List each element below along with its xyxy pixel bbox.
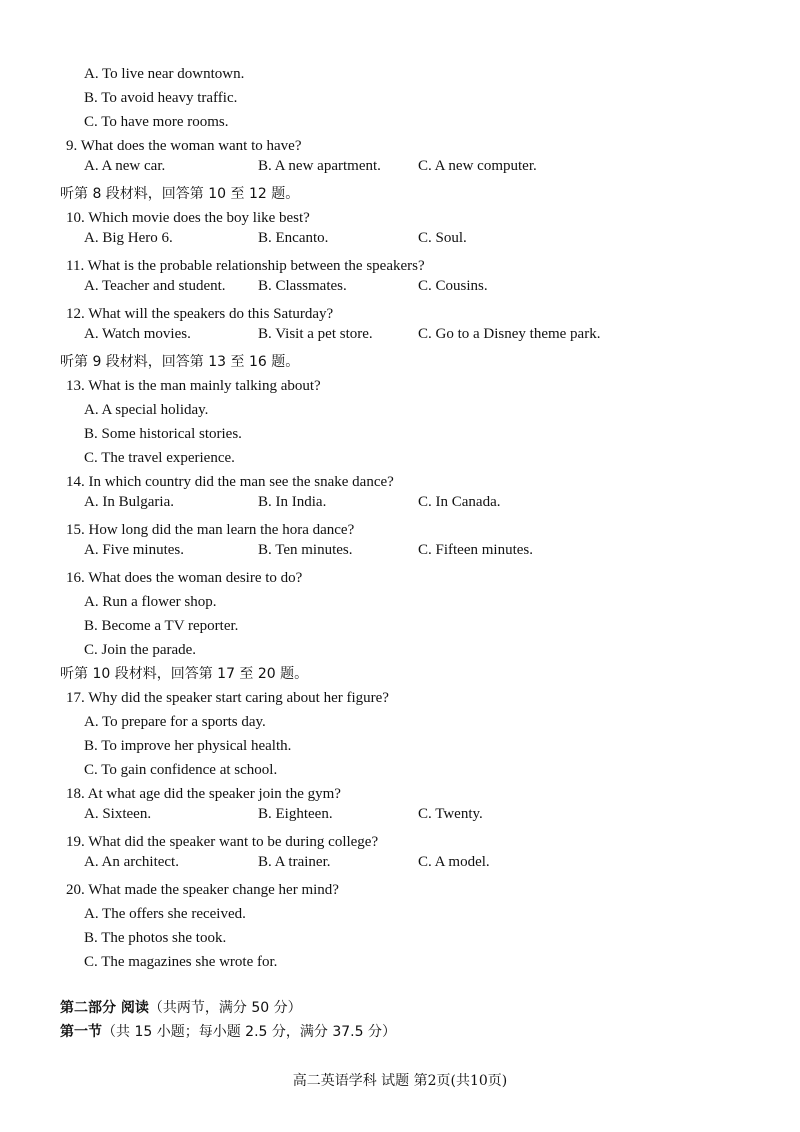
q16-option-b: B. Become a TV reporter.: [84, 618, 239, 634]
q20-option-c: C. The magazines she wrote for.: [84, 954, 278, 970]
part-2-title: 第二部分 阅读: [60, 1000, 149, 1016]
q10-option-c: C. Soul.: [418, 230, 467, 246]
section-1-title: 第一节: [60, 1024, 102, 1040]
q14-option-c: C. In Canada.: [418, 494, 501, 510]
q10-option-b: B. Encanto.: [258, 230, 329, 246]
q11-question: 11. What is the probable relationship between the speakers?: [66, 258, 425, 274]
q17-option-b: B. To improve her physical health.: [84, 738, 292, 754]
q12-question: 12. What will the speakers do this Saturday?: [66, 306, 334, 322]
q20-option-a: A. The offers she received.: [84, 906, 246, 922]
q12-options: [0, 326, 800, 350]
q13-option-b: B. Some historical stories.: [84, 426, 242, 442]
q18-question: 18. At what age did the speaker join the gym?: [66, 786, 341, 802]
q16-question: 16. What does the woman desire to do?: [66, 570, 303, 586]
q15-option-c: C. Fifteen minutes.: [418, 542, 533, 558]
section-9-instruction: 听第 9 段材料，回答第 13 至 16 题。: [60, 354, 300, 370]
q18-option-b: B. Eighteen.: [258, 806, 333, 822]
part-2-heading: [0, 996, 800, 1020]
q20-option-b: B. The photos she took.: [84, 930, 227, 946]
q15-option-a: A. Five minutes.: [84, 542, 184, 558]
q19-option-a: A. An architect.: [84, 854, 179, 870]
q9-options: [0, 158, 800, 182]
q19-options: [0, 854, 800, 878]
section-10-instruction: 听第 10 段材料，回答第 17 至 20 题。: [60, 666, 309, 682]
q17-question: 17. Why did the speaker start caring about her figure?: [66, 690, 389, 706]
page-footer: 高二英语学科 试题 第2页(共10页): [292, 1073, 508, 1089]
q14-question: 14. In which country did the man see the snake dance?: [66, 474, 394, 490]
q18-option-c: C. Twenty.: [418, 806, 483, 822]
q16-option-c: C. Join the parade.: [84, 642, 197, 658]
q14-option-b: B. In India.: [258, 494, 327, 510]
section-8-instruction: 听第 8 段材料，回答第 10 至 12 题。: [60, 186, 300, 202]
q17-option-c: C. To gain confidence at school.: [84, 762, 278, 778]
q15-options: [0, 542, 800, 566]
q19-option-c: C. A model.: [418, 854, 490, 870]
q13-option-a: A. A special holiday.: [84, 402, 209, 418]
exam-page: [0, 62, 800, 1044]
section-1-note: （共 15 小题；每小题 2.5 分，满分 37.5 分）: [102, 1024, 396, 1040]
q12-option-b: B. Visit a pet store.: [258, 326, 373, 342]
q15-option-b: B. Ten minutes.: [258, 542, 353, 558]
q15-question: 15. How long did the man learn the hora dance?: [66, 522, 355, 538]
q11-options: [0, 278, 800, 302]
part-2-note: （共两节，满分 50 分）: [148, 1000, 302, 1016]
q12-option-a: A. Watch movies.: [84, 326, 191, 342]
q8-option-c: C. To have more rooms.: [84, 114, 229, 130]
q14-option-a: A. In Bulgaria.: [84, 494, 174, 510]
q16-option-a: A. Run a flower shop.: [84, 594, 217, 610]
q10-option-a: A. Big Hero 6.: [84, 230, 173, 246]
q13-question: 13. What is the man mainly talking about?: [66, 378, 321, 394]
q9-option-b: B. A new apartment.: [258, 158, 381, 174]
q8-option-a: A. To live near downtown.: [84, 66, 245, 82]
q17-option-a: A. To prepare for a sports day.: [84, 714, 266, 730]
q18-option-a: A. Sixteen.: [84, 806, 152, 822]
q13-option-c: C. The travel experience.: [84, 450, 235, 466]
q11-option-b: B. Classmates.: [258, 278, 347, 294]
q9-option-a: A. A new car.: [84, 158, 166, 174]
q10-options: [0, 230, 800, 254]
q12-option-c: C. Go to a Disney theme park.: [418, 326, 601, 342]
q9-question: 9. What does the woman want to have?: [66, 138, 302, 154]
q11-option-c: C. Cousins.: [418, 278, 488, 294]
q14-options: [0, 494, 800, 518]
q10-question: 10. Which movie does the boy like best?: [66, 210, 310, 226]
section-1-heading: [0, 1020, 800, 1044]
q9-option-c: C. A new computer.: [418, 158, 537, 174]
q19-option-b: B. A trainer.: [258, 854, 331, 870]
q18-options: [0, 806, 800, 830]
q8-option-b: B. To avoid heavy traffic.: [84, 90, 238, 106]
q20-question: 20. What made the speaker change her mind?: [66, 882, 339, 898]
q19-question: 19. What did the speaker want to be during college?: [66, 834, 379, 850]
q11-option-a: A. Teacher and student.: [84, 278, 226, 294]
